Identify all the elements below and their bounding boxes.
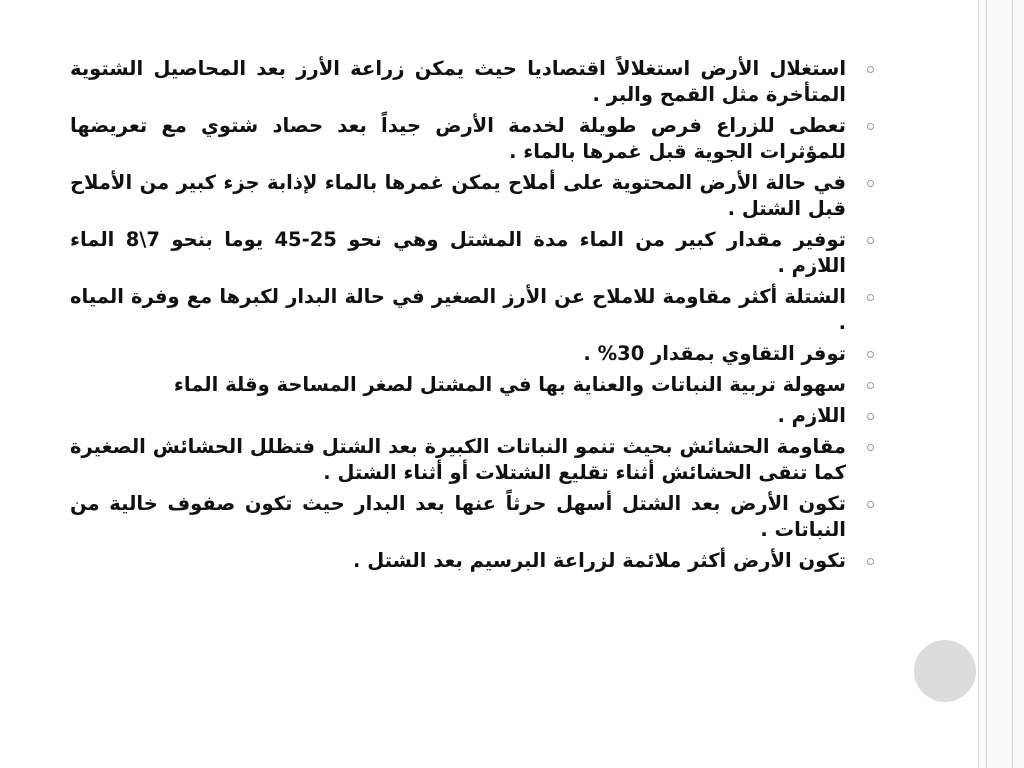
bullet-item: [70, 403, 878, 429]
bullet-circle-icon: [867, 180, 874, 187]
bullet-item: [70, 372, 878, 398]
decorative-line: [1012, 0, 1013, 768]
bullet-list: [70, 56, 878, 574]
bullet-circle-icon: [867, 413, 874, 420]
bullet-text: تكون الأرض بعد الشتل أسهل حرثاً عنها بعد البدار حيث تكون صفوف خالية من النباتات .: [70, 492, 846, 541]
bullet-item: [70, 56, 878, 108]
bullet-item: [70, 548, 878, 574]
bullet-circle-icon: [867, 123, 874, 130]
bullet-circle-icon: [867, 66, 874, 73]
bullet-text: توفر التقاوي بمقدار 30% .: [583, 342, 846, 365]
bullet-text: تعطى للزراع فرص طويلة لخدمة الأرض جيداً بعد حصاد شتوي مع تعريضها للمؤثرات الجوية قبل غمرها بالماء .: [70, 114, 846, 163]
bullet-item: [70, 227, 878, 279]
bullet-item: [70, 284, 878, 336]
bullet-text: توفير مقدار كبير من الماء مدة المشتل وهي نحو 25-45 يوما بنحو 7\8 الماء اللازم .: [70, 228, 846, 277]
bullet-item: [70, 170, 878, 222]
bullet-circle-icon: [867, 444, 874, 451]
bullet-circle-icon: [867, 558, 874, 565]
bullet-text: الشتلة أكثر مقاومة للاملاح عن الأرز الصغير في حالة البدار لكبرها مع وفرة المياه .: [70, 285, 846, 334]
bullet-circle-icon: [867, 294, 874, 301]
decorative-circle: [914, 640, 976, 702]
bullet-item: [70, 113, 878, 165]
bullet-circle-icon: [867, 382, 874, 389]
decorative-line: [986, 0, 987, 768]
bullet-text: استغلال الأرض استغلالاً اقتصاديا حيث يمكن زراعة الأرز بعد المحاصيل الشتوية المتأخرة مثل القمح والبر .: [70, 57, 846, 106]
bullet-text: سهولة تربية النباتات والعناية بها في المشتل لصغر المساحة وقلة الماء: [173, 373, 846, 396]
bullet-circle-icon: [867, 351, 874, 358]
bullet-text: في حالة الأرض المحتوية على أملاح يمكن غمرها بالماء لإذابة جزء كبير من الأملاح قبل الشتل .: [70, 171, 846, 220]
bullet-item: [70, 434, 878, 486]
slide-content: [70, 56, 878, 579]
right-decorative-band: [978, 0, 1024, 768]
bullet-text: مقاومة الحشائش بحيث تنمو النباتات الكبيرة بعد الشتل فتظلل الحشائش الصغيرة كما تنقى الحشائش أثناء تقليع الشتلات أو أثناء الشتل .: [70, 435, 846, 484]
decorative-line: [978, 0, 979, 768]
bullet-text: اللازم .: [777, 404, 846, 427]
bullet-item: [70, 491, 878, 543]
bullet-text: تكون الأرض أكثر ملائمة لزراعة البرسيم بعد الشتل .: [353, 549, 846, 572]
bullet-circle-icon: [867, 237, 874, 244]
bullet-circle-icon: [867, 501, 874, 508]
bullet-item: [70, 341, 878, 367]
